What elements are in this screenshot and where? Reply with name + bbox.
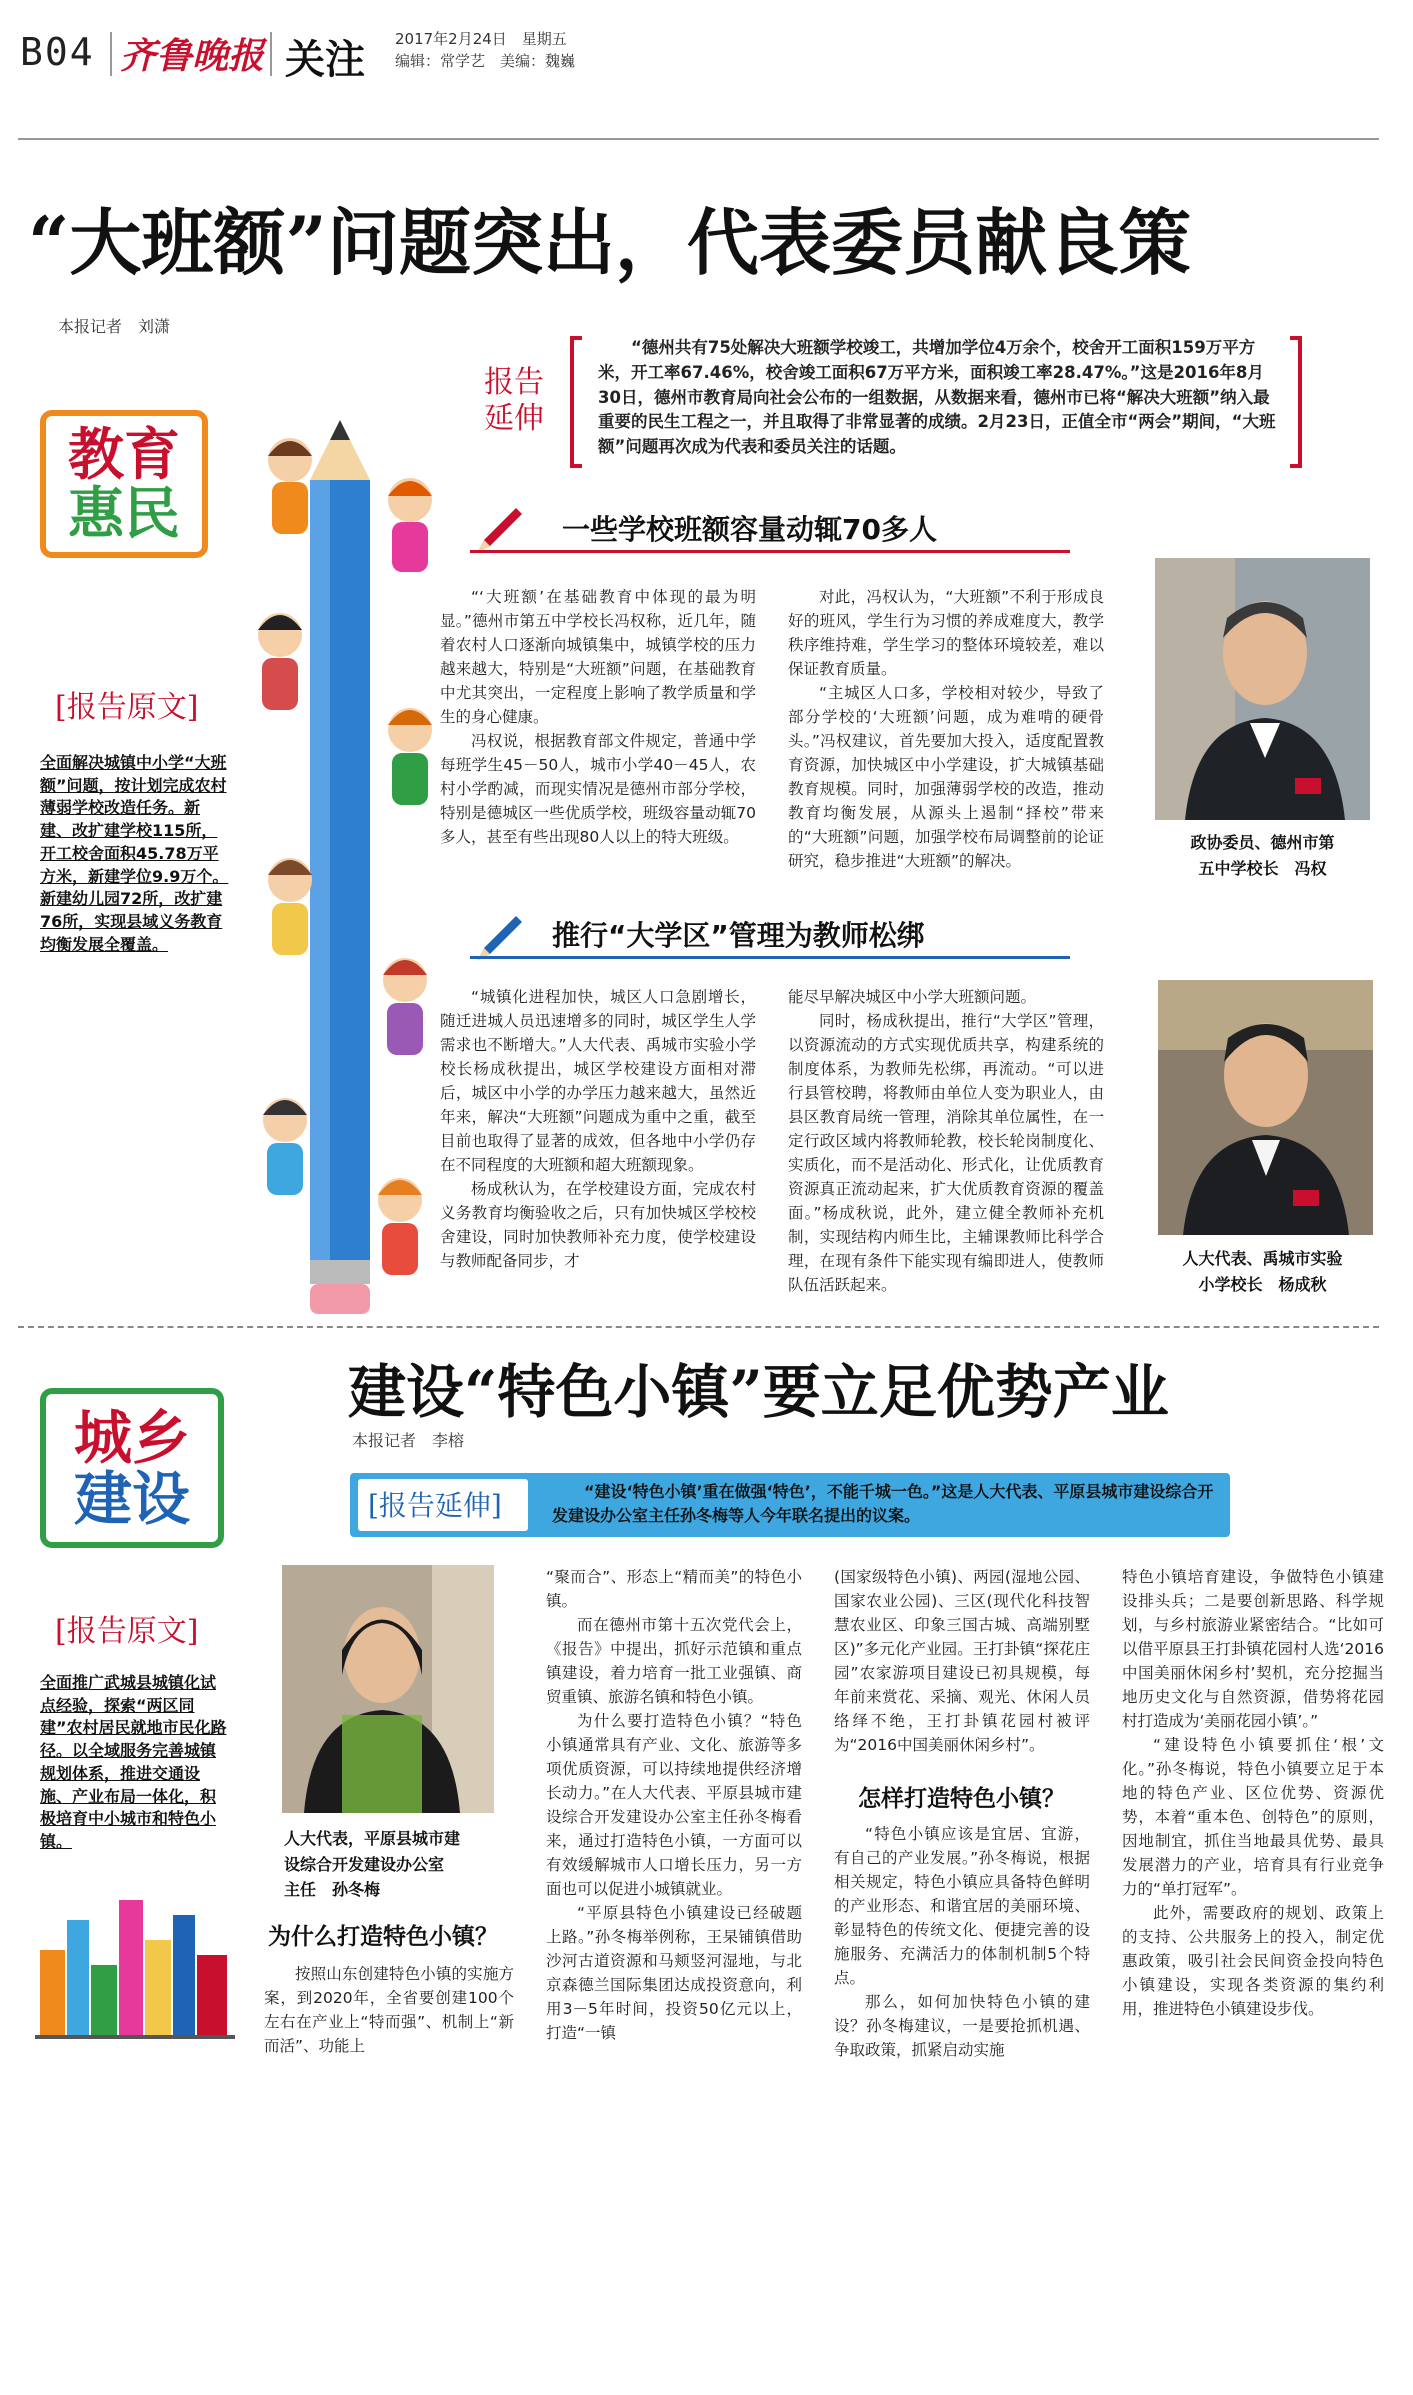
extension-text: “德州共有75处解决大班额学校竣工，共增加学位4万余个，校舍开工面积159万平方米，开工率67.46%，校舍竣工面积67万平方米，面积竣工率28.47%。”这是2016年8月30日，德州市教育局向社会公布的一组数据，从数据来看，德州市已将“解决大班额”纳入最重要的民生工程之一，并且取得了非常显著的成绩。2月23日，正值全市“两会”期间，“大班额”问题再次成为代表和委员关注的话题。	[598, 338, 1276, 456]
story1-headline: “大班额”问题突出，代表委员献良策	[28, 200, 1191, 285]
sub2-column-2	[788, 985, 1104, 1297]
children-illustration	[250, 420, 440, 1320]
story2-column-c	[834, 1565, 1090, 1757]
extension-label	[484, 365, 564, 437]
paragraph: (国家级特色小镇)、两园(湿地公园、国家农业公园)、三区(现代化科技智慧农业区、印象三国古城、高端别墅区)”多元化产业园。王打卦镇“探花庄园”农家游项目建设已初具规模，每年前来赏花、采摘、观光、休闲人员络绎不绝，王打卦镇花园村被评为“2016中国美丽休闲乡村”。	[834, 1568, 1090, 1755]
paragraph: 按照山东创建特色小镇的实施方案，到2020年，全省要创建100个左右在产业上“特而强”、机制上“新而活”、功能上	[264, 1965, 514, 2056]
urban-rural-badge	[40, 1388, 224, 1548]
report-original-label: [报告原文]	[55, 690, 199, 725]
issue-date: 2017年2月24日 星期五	[395, 30, 567, 48]
sub2-column-1	[440, 985, 756, 1273]
story2-column-a	[264, 1962, 514, 2058]
paragraph: “城镇化进程加快，城区人口急剧增长，随迁进城人员迅速增多的同时，城区学生人学需求也不断增大。”人大代表、禹城市实验小学校长杨成秋提出，城区学校建设方面相对滞后，城区中小学的办学压力越来越大，虽然近年来，解决“大班额”问题成为重中之重，截至目前也取得了显著的成效，但各地中小学仍存在不同程度的大班额和超大班额现象。	[440, 988, 756, 1175]
paragraph: 而在德州市第十五次党代会上，《报告》中提出，抓好示范镇和重点镇建设，着力培育一批工业强镇、商贸重镇、旅游名镇和特色小镇。	[546, 1616, 802, 1707]
extension-label-line: 报告	[484, 365, 544, 400]
masthead-divider	[110, 32, 112, 76]
story2-photo-caption	[284, 1826, 514, 1903]
paragraph: 同时，杨成秋提出，推行“大学区”管理，以资源流动的方式实现优质共享，构建系统的制度体系，为教师先松绑，再流动。“可以进行县管校聘，将教师由单位人变为职业人，由县区教育局统一管理，消除其单位属性，在一定行政区域内将教师轮教，校长轮岗制度化、实质化，而不是活动化、形式化，让优质教育资源真正流动起来，扩大优质教育资源的覆盖面。”杨成秋说，此外，建立健全教师补充机制，实现结构内师生比，主辅课教师比科学合理，在现有条件下能实现有编即进人，使教师队伍活跃起来。	[788, 1012, 1104, 1295]
question-heading-2: 怎样打造特色小镇？	[858, 1786, 1065, 1812]
story2-byline: 本报记者 李榕	[352, 1431, 465, 1450]
portrait-photo	[282, 1565, 494, 1813]
section-divider	[18, 1326, 1379, 1328]
extension-text: “建设‘特色小镇’重在做强‘特色’，不能千城一色。”这是人大代表、平原县城市建设综合开发建设办公室主任孙冬梅等人今年联名提出的议案。	[552, 1482, 1214, 1525]
extension-label: [报告延伸]	[368, 1489, 502, 1522]
subhead-rule	[470, 956, 1070, 959]
badge-line: 城乡	[73, 1404, 190, 1472]
city-skyline-icon	[35, 1880, 235, 2040]
bracket-left	[570, 336, 582, 468]
story1-byline: 本报记者 刘潇	[58, 317, 171, 336]
paragraph: “建设特色小镇要抓住‘根’文化。”孙冬梅说，特色小镇要立足于本地的特色产业、区位优势、资源优势，本着“重本色、创特色”的原则，因地制宜，抓住当地最具优势、最具发展潜力的产业，培育具有行业竞争力的“单打冠军”。	[1122, 1736, 1384, 1899]
pencil-icon	[470, 908, 530, 968]
badge-line: 教育	[68, 422, 180, 488]
bracket-right	[1290, 336, 1302, 468]
caption-line: 设综合开发建设办公室	[284, 1854, 445, 1874]
caption-line: 小学校长 杨成秋	[1198, 1274, 1327, 1294]
paragraph: 能尽早解决城区中小学大班额问题。	[788, 988, 1037, 1006]
sub1-column-2	[788, 585, 1104, 873]
paragraph: 那么，如何加快特色小镇的建设？孙冬梅建议，一是要抢抓机遇、争取政策，抓紧启动实施	[834, 1993, 1090, 2060]
paragraph: 特色小镇培育建设，争做特色小镇建设排头兵；二是要创新思路、科学规划，与乡村旅游业紧密结合。“比如可以借平原县王打卦镇花园村人选‘2016中国美丽休闲乡村’契机，充分挖掘当地历史文化与自然资源，借势将花园村打造成为‘美丽花园小镇’。”	[1122, 1568, 1384, 1731]
masthead	[20, 22, 1380, 82]
question-heading-1: 为什么打造特色小镇？	[268, 1924, 498, 1950]
report-original-text: 全面推广武城县城镇化试点经验，探索“两区同建”农村居民就地市民化路径。以全域服务完善城镇规划体系，推进交通设施、产业布局一体化，积极培育中小城市和特色小镇。	[40, 1673, 227, 1852]
caption-line: 人大代表、禹城市实验	[1182, 1249, 1343, 1268]
report-original-label: [报告原文]	[55, 1614, 199, 1649]
paragraph: “‘大班额’在基础教育中体现的最为明显。”德州市第五中学校长冯权称，近几年，随着农村人口逐渐向城镇集中，城镇学校的压力越来越大，特别是“大班额”问题，在基础教育中尤其突出，一定程度上影响了教学质量和学生的身心健康。	[440, 588, 756, 727]
editors: 编辑：常学艺 美编：魏巍	[395, 52, 576, 70]
paragraph: “聚而合”、形态上“精而美”的特色小镇。	[546, 1568, 802, 1611]
paragraph: 为什么要打造特色小镇？“特色小镇通常具有产业、文化、旅游等多项优质资源，可以持续地提供经济增长动力。”在人大代表、平原县城市建设综合开发建设办公室主任孙冬梅看来，通过打造特色小镇，一方面可以有效缓解城市人口增长压力，另一方面也可以促进小城镇就业。	[546, 1712, 802, 1899]
education-badge	[40, 410, 208, 558]
badge-line: 惠民	[68, 480, 180, 547]
masthead-rule	[18, 138, 1379, 140]
section-title: 关注	[285, 37, 365, 83]
caption-line: 主任 孙冬梅	[284, 1880, 381, 1900]
story2-column-c2	[834, 1822, 1090, 2062]
report-original-text: 全面解决城镇中小学“大班额”问题，按计划完成农村薄弱学校改造任务。新建、改扩建学校115所，开工校舍面积45.78万平方米，新建学位9.9万个。新建幼儿园72所，改扩建76所，实现县域义务教育均衡发展全覆盖。	[40, 753, 229, 954]
pencil-icon	[250, 420, 440, 1320]
paragraph: “主城区人口多，学校相对较少，导致了部分学校的‘大班额’问题，成为难啃的硬骨头。”冯权建议，首先要加大投入，适度配置教育资源，加快城区中小学建设，扩大城镇基础教育规模。同时，加强薄弱学校的改造，推动教育均衡发展，从源头上遏制“择校”带来的“大班额”问题，加强学校布局调整前的论证研究，稳步推进“大班额”的解决。	[788, 684, 1104, 871]
portrait-photo	[1155, 558, 1370, 820]
story2-column-b	[546, 1565, 802, 2045]
paragraph: 杨成秋认为，在学校建设方面，完成农村义务教育均衡验收之后，只有加快城区学校校舍建设，同时加快教师补充力度，使学校建设与教师配备同步，才	[440, 1180, 756, 1271]
page-number: B04	[20, 30, 95, 74]
masthead-divider	[270, 32, 272, 76]
story2-headline: 建设“特色小镇”要立足优势产业	[348, 1358, 1169, 1426]
paragraph: 冯权说，根据教育部文件规定，普通中学每班学生45－50人，城市小学40－45人，农村小学酌减，而现实情况是德州市部分学校，特别是德城区一些优质学校，班级容量动辄70多人，甚至有些出现80人以上的特大班级。	[440, 732, 756, 847]
paragraph: 此外，需要政府的规划、政策上的支持、公共服务上的投入，制定优惠政策，吸引社会民间资金投向特色小镇建设，实现各类资源的集约利用，推进特色小镇建设步伐。	[1122, 1904, 1384, 2019]
caption-line: 政协委员、德州市第	[1190, 833, 1335, 852]
newspaper-logo: 齐鲁晚报	[120, 35, 265, 77]
paragraph: “平原县特色小镇建设已经破题上路。”孙冬梅举例称，王杲铺镇借助沙河古道资源和马颊竖河湿地，与北京森德兰国际集团达成投资意向，利用3－5年时间，投资50亿元以上，打造“一镇	[546, 1904, 802, 2043]
caption-line: 五中学校长 冯权	[1198, 858, 1327, 878]
photo2-caption	[1130, 1246, 1395, 1297]
paragraph: 对此，冯权认为，“大班额”不利于形成良好的班风，学生行为习惯的养成难度大，教学秩序维持难，学生学习的整体环境较差，难以保证教育质量。	[788, 588, 1104, 679]
subhead-2: 推行“大学区”管理为教师松绑	[552, 919, 925, 952]
caption-line: 人大代表，平原县城市建	[284, 1829, 461, 1848]
portrait-photo	[1158, 980, 1373, 1235]
sub1-column-1	[440, 585, 756, 849]
photo1-caption	[1130, 830, 1395, 881]
paragraph: “特色小镇应该是宜居、宜游，有自己的产业发展。”孙冬梅说，根据相关规定，特色小镇应具备特色鲜明的产业形态、和谐宜居的美丽环境、彰显特色的传统文化、便捷完善的设施服务、充满活力的体制机制5个特点。	[834, 1825, 1090, 1988]
subhead-1: 一些学校班额容量动辄70多人	[562, 513, 937, 546]
extension-label-line: 延伸	[484, 401, 544, 436]
story2-column-d	[1122, 1565, 1384, 2021]
badge-line: 建设	[73, 1464, 190, 1533]
subhead-rule	[470, 550, 1070, 553]
